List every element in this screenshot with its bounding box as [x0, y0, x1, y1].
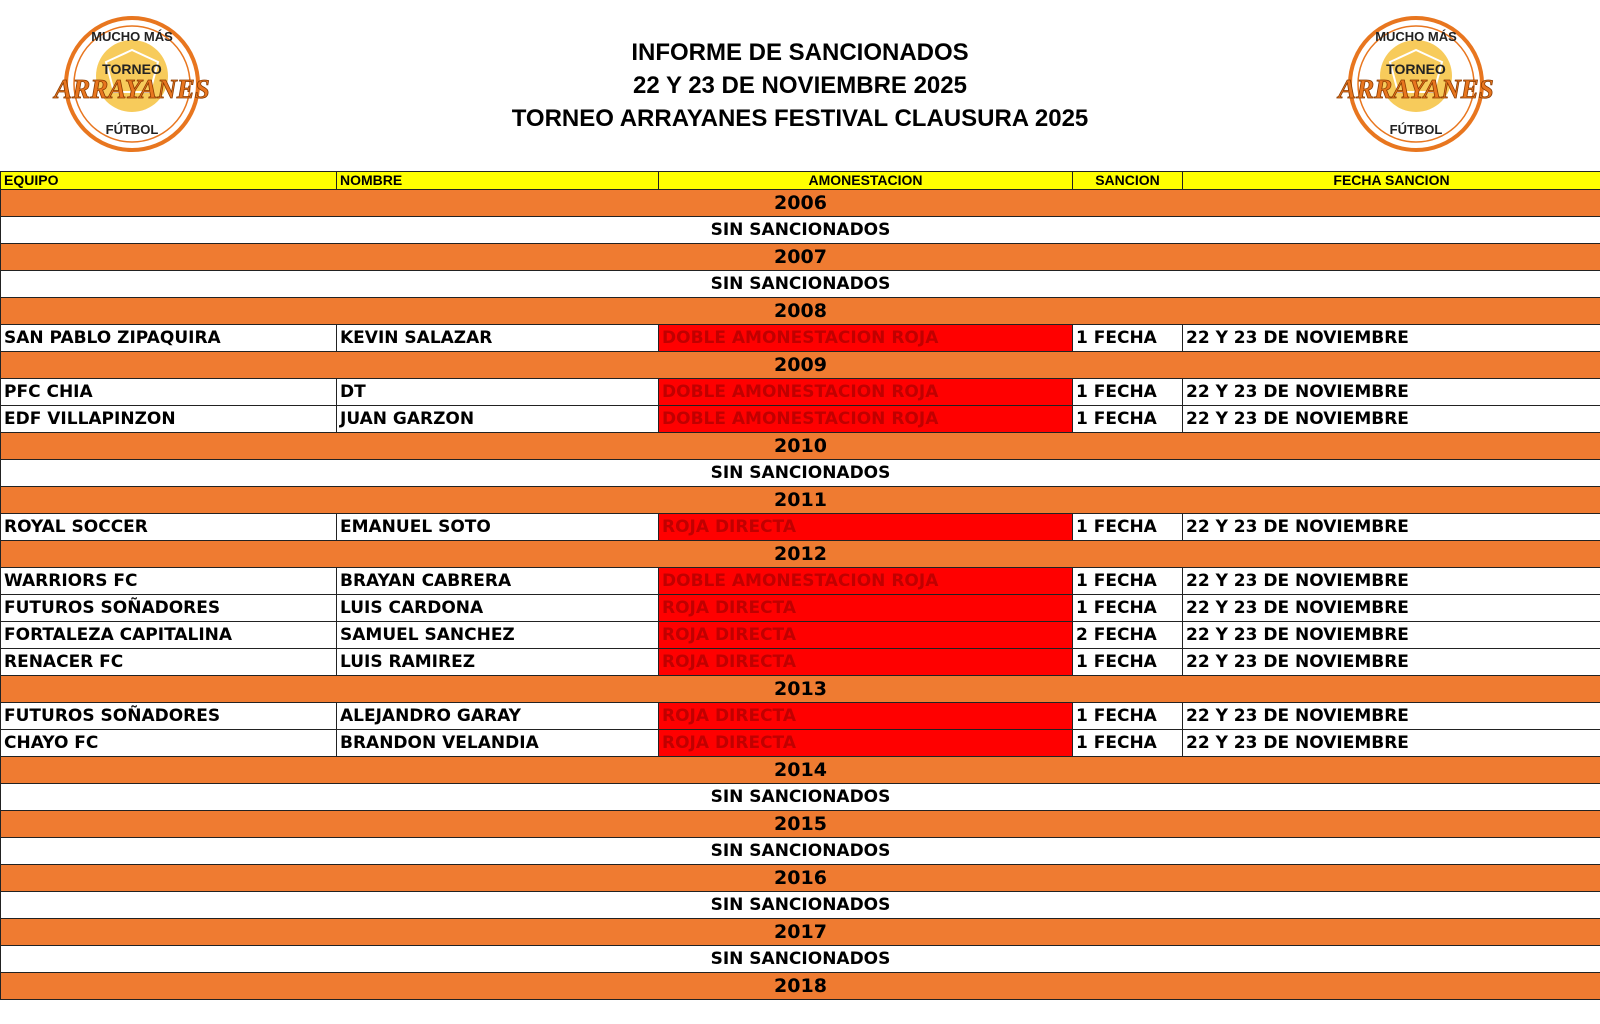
cell-fecha: 22 Y 23 DE NOVIEMBRE	[1183, 325, 1600, 352]
no-sanctions-row	[1, 217, 1600, 244]
cell-amonestacion: DOBLE AMONESTACION ROJA	[659, 379, 1073, 406]
year-label: 2013	[1, 676, 1600, 703]
column-header-fecha-sancion: FECHA SANCION	[1183, 172, 1600, 190]
no-sanctions-row	[1, 892, 1600, 919]
year-label: 2012	[1, 541, 1600, 568]
year-group-row	[1, 298, 1600, 325]
cell-fecha: 22 Y 23 DE NOVIEMBRE	[1183, 703, 1600, 730]
cell-amonestacion: ROJA DIRECTA	[659, 703, 1073, 730]
table-row	[1, 514, 1600, 541]
year-label: 2010	[1, 433, 1600, 460]
cell-fecha: 22 Y 23 DE NOVIEMBRE	[1183, 379, 1600, 406]
year-group-row	[1, 811, 1600, 838]
cell-amonestacion: ROJA DIRECTA	[659, 622, 1073, 649]
no-sanctions-row	[1, 271, 1600, 298]
cell-equipo: CHAYO FC	[1, 730, 337, 757]
year-label: 2016	[1, 865, 1600, 892]
cell-sancion: 1 FECHA	[1073, 379, 1183, 406]
logo-brand-text: ARRAYANES	[54, 74, 210, 104]
cell-nombre: BRANDON VELANDIA	[337, 730, 659, 757]
year-group-row	[1, 352, 1600, 379]
cell-fecha: 22 Y 23 DE NOVIEMBRE	[1183, 730, 1600, 757]
cell-equipo: ROYAL SOCCER	[1, 514, 337, 541]
year-group-row	[1, 973, 1600, 1000]
sanctions-table	[0, 171, 1600, 1000]
table-row	[1, 649, 1600, 676]
cell-nombre: EMANUEL SOTO	[337, 514, 659, 541]
no-sanctions-label: SIN SANCIONADOS	[1, 892, 1600, 919]
year-label: 2014	[1, 757, 1600, 784]
table-header-row	[1, 172, 1600, 190]
logo-bottom-text: FÚTBOL	[1389, 122, 1443, 137]
logo-top-text: MUCHO MÁS	[1375, 29, 1457, 44]
no-sanctions-label: SIN SANCIONADOS	[1, 784, 1600, 811]
report-date: 22 Y 23 DE NOVIEMBRE 2025	[633, 72, 967, 99]
cell-nombre: ALEJANDRO GARAY	[337, 703, 659, 730]
cell-amonestacion: DOBLE AMONESTACION ROJA	[659, 325, 1073, 352]
year-label: 2008	[1, 298, 1600, 325]
year-group-row	[1, 190, 1600, 217]
table-row	[1, 595, 1600, 622]
cell-amonestacion: ROJA DIRECTA	[659, 514, 1073, 541]
table-row	[1, 325, 1600, 352]
column-header-sancion: SANCION	[1073, 172, 1183, 190]
logo-mid-text: TORNEO	[1386, 61, 1446, 77]
table-row	[1, 730, 1600, 757]
cell-fecha: 22 Y 23 DE NOVIEMBRE	[1183, 622, 1600, 649]
report-header	[0, 0, 1600, 171]
no-sanctions-row	[1, 838, 1600, 865]
logo-mid-text: TORNEO	[102, 61, 162, 77]
cell-sancion: 1 FECHA	[1073, 325, 1183, 352]
cell-nombre: SAMUEL SANCHEZ	[337, 622, 659, 649]
cell-equipo: EDF VILLAPINZON	[1, 406, 337, 433]
table-row	[1, 703, 1600, 730]
year-label: 2007	[1, 244, 1600, 271]
cell-fecha: 22 Y 23 DE NOVIEMBRE	[1183, 649, 1600, 676]
cell-equipo: FUTUROS SOÑADORES	[1, 595, 337, 622]
table-row	[1, 568, 1600, 595]
cell-fecha: 22 Y 23 DE NOVIEMBRE	[1183, 568, 1600, 595]
cell-sancion: 1 FECHA	[1073, 406, 1183, 433]
cell-sancion: 2 FECHA	[1073, 622, 1183, 649]
year-label: 2017	[1, 919, 1600, 946]
no-sanctions-label: SIN SANCIONADOS	[1, 217, 1600, 244]
year-group-row	[1, 865, 1600, 892]
year-group-row	[1, 433, 1600, 460]
cell-sancion: 1 FECHA	[1073, 595, 1183, 622]
year-label: 2009	[1, 352, 1600, 379]
cell-amonestacion: ROJA DIRECTA	[659, 730, 1073, 757]
no-sanctions-label: SIN SANCIONADOS	[1, 946, 1600, 973]
year-label: 2006	[1, 190, 1600, 217]
cell-sancion: 1 FECHA	[1073, 703, 1183, 730]
cell-fecha: 22 Y 23 DE NOVIEMBRE	[1183, 595, 1600, 622]
no-sanctions-row	[1, 946, 1600, 973]
torneo-arrayanes-logo-right	[1330, 14, 1502, 154]
report-title: INFORME DE SANCIONADOS	[631, 39, 969, 66]
report-tournament: TORNEO ARRAYANES FESTIVAL CLAUSURA 2025	[511, 105, 1089, 132]
cell-amonestacion: ROJA DIRECTA	[659, 595, 1073, 622]
table-row	[1, 379, 1600, 406]
cell-equipo: FUTUROS SOÑADORES	[1, 703, 337, 730]
year-label: 2015	[1, 811, 1600, 838]
cell-equipo: WARRIORS FC	[1, 568, 337, 595]
column-header-equipo: EQUIPO	[1, 172, 337, 190]
table-row	[1, 406, 1600, 433]
cell-equipo: PFC CHIA	[1, 379, 337, 406]
cell-nombre: LUIS RAMIREZ	[337, 649, 659, 676]
year-label: 2011	[1, 487, 1600, 514]
year-label: 2018	[1, 973, 1600, 1000]
no-sanctions-row	[1, 784, 1600, 811]
cell-sancion: 1 FECHA	[1073, 730, 1183, 757]
cell-amonestacion: DOBLE AMONESTACION ROJA	[659, 568, 1073, 595]
year-group-row	[1, 757, 1600, 784]
cell-fecha: 22 Y 23 DE NOVIEMBRE	[1183, 406, 1600, 433]
cell-fecha: 22 Y 23 DE NOVIEMBRE	[1183, 514, 1600, 541]
cell-sancion: 1 FECHA	[1073, 514, 1183, 541]
logo-brand-text: ARRAYANES	[1338, 74, 1494, 104]
column-header-nombre: NOMBRE	[337, 172, 659, 190]
no-sanctions-label: SIN SANCIONADOS	[1, 460, 1600, 487]
cell-amonestacion: DOBLE AMONESTACION ROJA	[659, 406, 1073, 433]
year-group-row	[1, 487, 1600, 514]
year-group-row	[1, 676, 1600, 703]
cell-nombre: DT	[337, 379, 659, 406]
year-group-row	[1, 919, 1600, 946]
cell-nombre: BRAYAN CABRERA	[337, 568, 659, 595]
year-group-row	[1, 244, 1600, 271]
no-sanctions-label: SIN SANCIONADOS	[1, 838, 1600, 865]
no-sanctions-label: SIN SANCIONADOS	[1, 271, 1600, 298]
cell-nombre: LUIS CARDONA	[337, 595, 659, 622]
column-header-amonestacion: AMONESTACION	[659, 172, 1073, 190]
logo-top-text: MUCHO MÁS	[91, 29, 173, 44]
cell-equipo: SAN PABLO ZIPAQUIRA	[1, 325, 337, 352]
cell-sancion: 1 FECHA	[1073, 568, 1183, 595]
logo-bottom-text: FÚTBOL	[105, 122, 159, 137]
table-row	[1, 622, 1600, 649]
torneo-arrayanes-logo-left	[46, 14, 218, 154]
cell-nombre: JUAN GARZON	[337, 406, 659, 433]
cell-nombre: KEVIN SALAZAR	[337, 325, 659, 352]
cell-sancion: 1 FECHA	[1073, 649, 1183, 676]
year-group-row	[1, 541, 1600, 568]
no-sanctions-row	[1, 460, 1600, 487]
cell-equipo: FORTALEZA CAPITALINA	[1, 622, 337, 649]
cell-amonestacion: ROJA DIRECTA	[659, 649, 1073, 676]
cell-equipo: RENACER FC	[1, 649, 337, 676]
